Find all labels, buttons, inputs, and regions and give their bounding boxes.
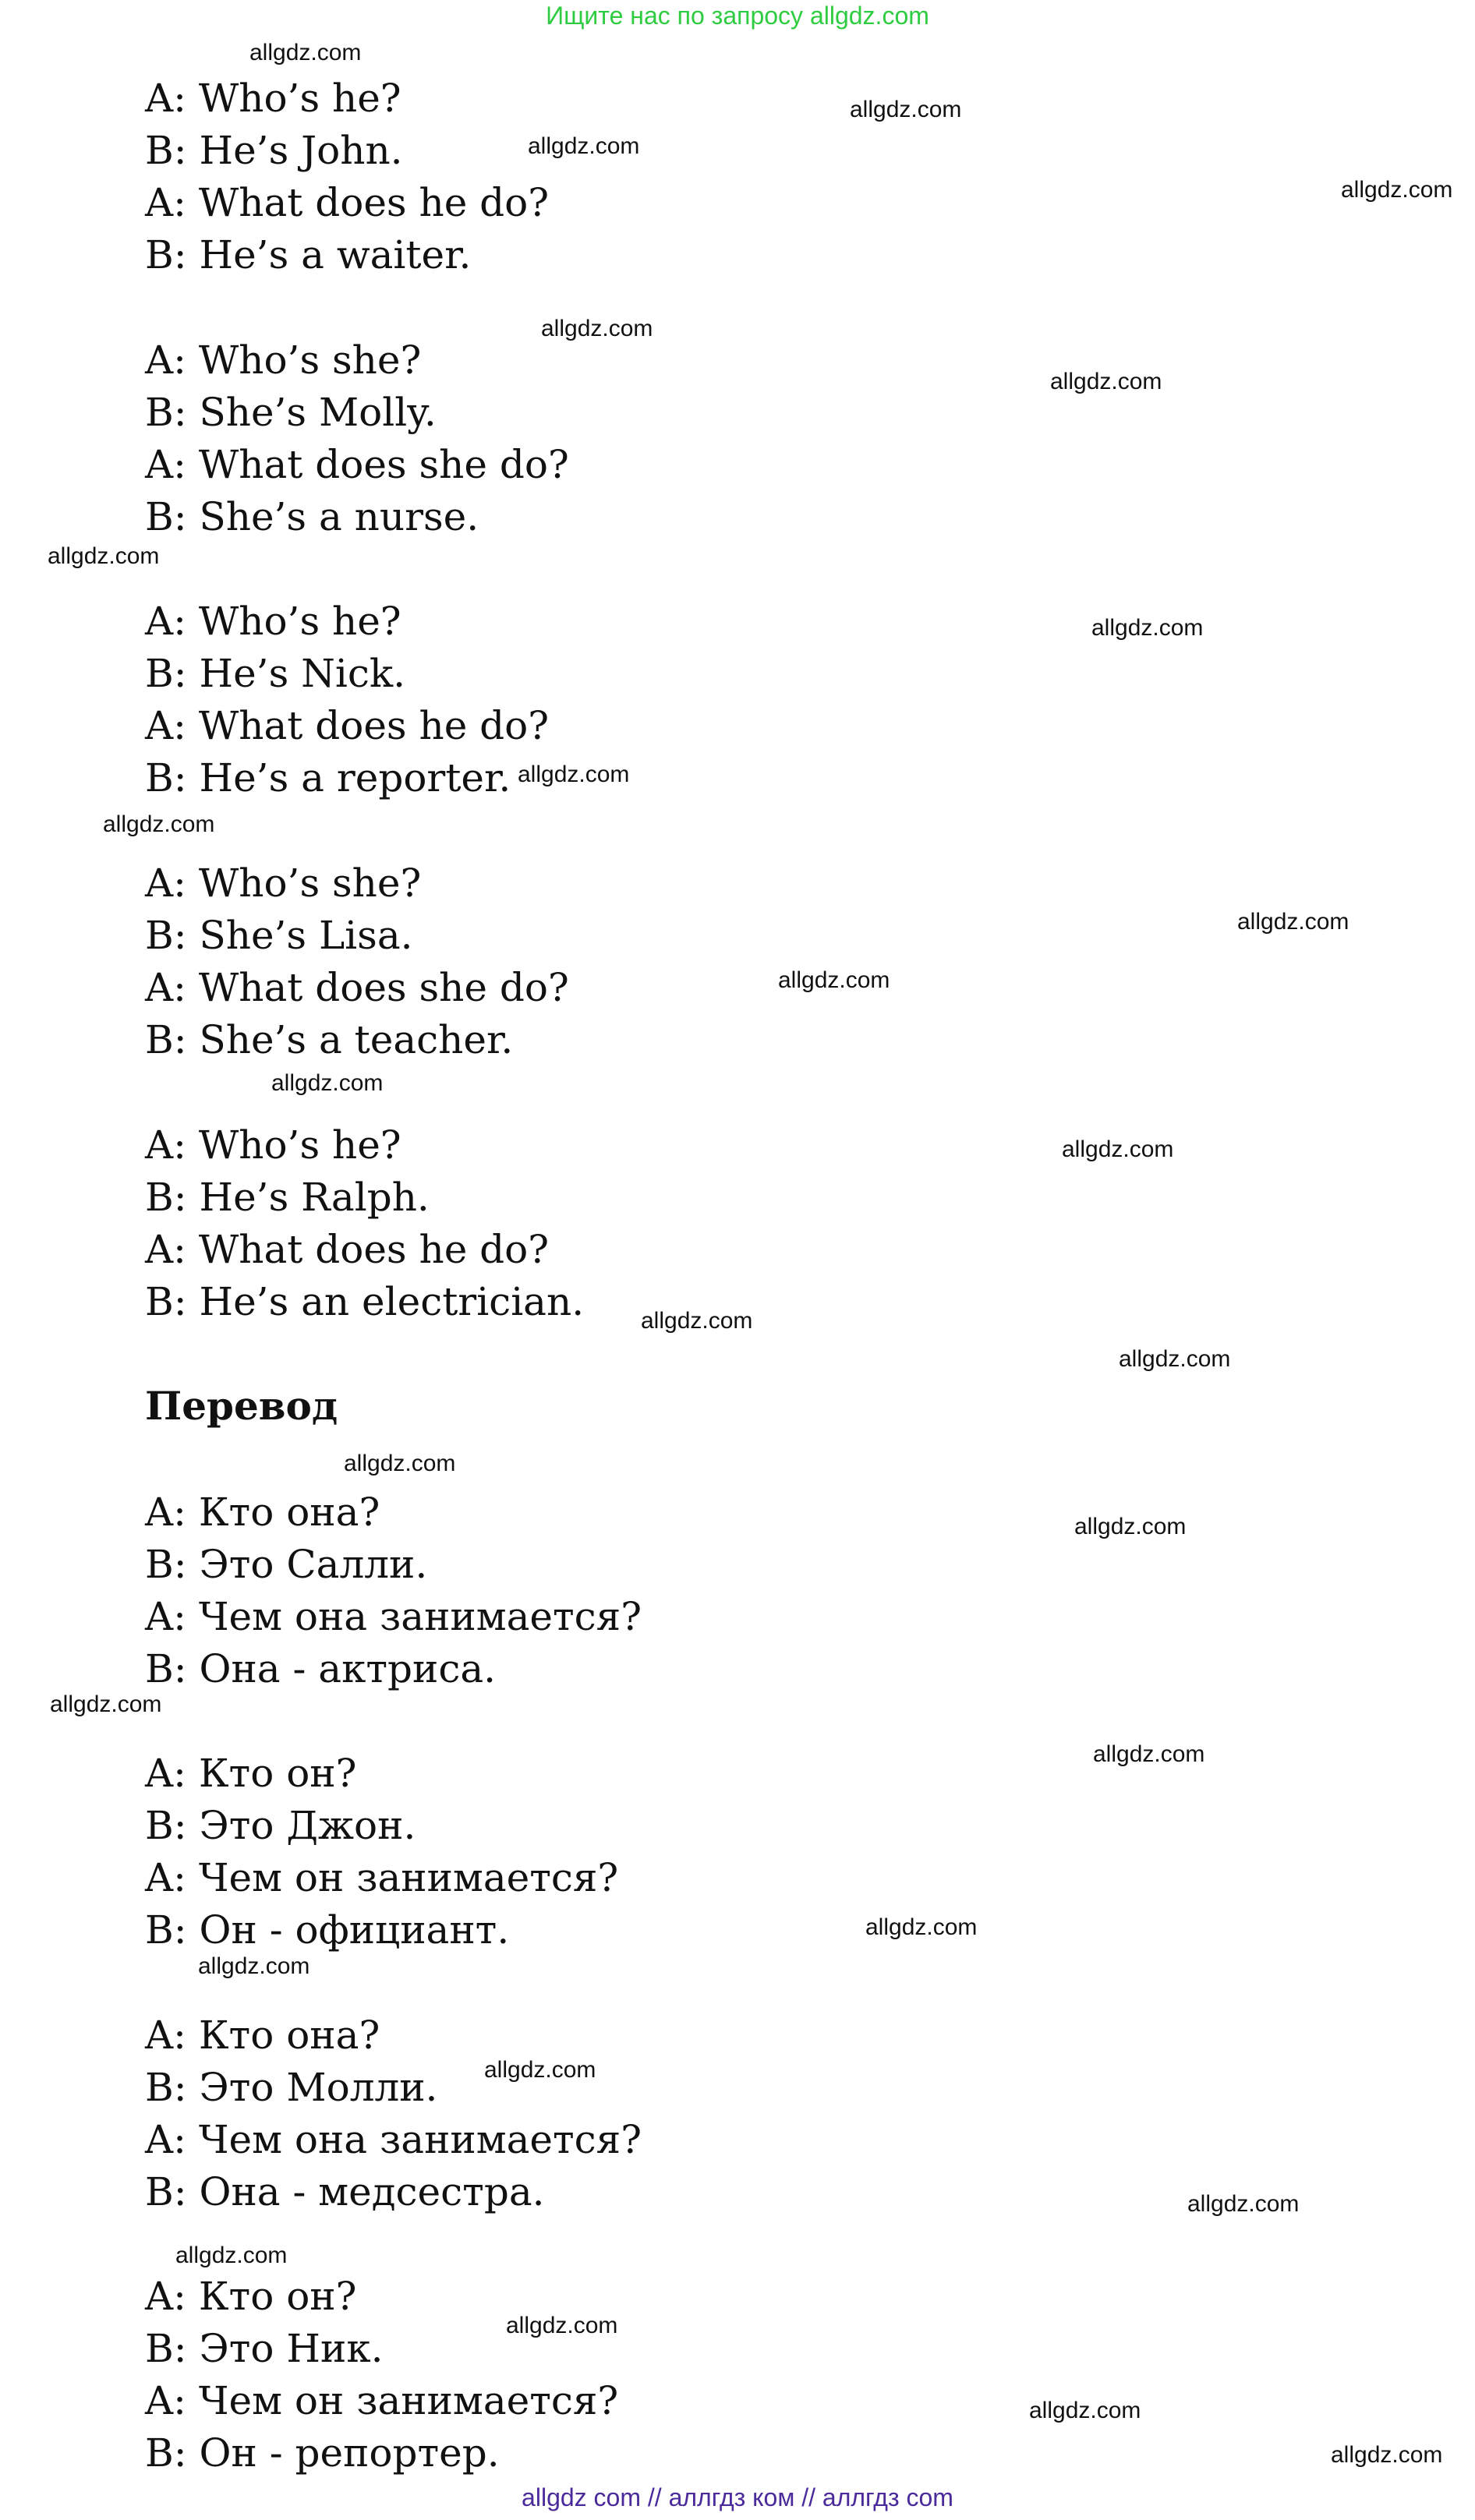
dialogue-line: A: What does he do? <box>145 180 550 225</box>
translation-line: A: Кто он? <box>145 1751 357 1796</box>
watermark: allgdz.com <box>518 762 630 787</box>
watermark: allgdz.com <box>850 97 962 122</box>
translation-line: A: Кто он? <box>145 2274 357 2319</box>
watermark: allgdz.com <box>506 2313 618 2338</box>
translation-line: B: Он - официант. <box>145 1907 510 1953</box>
watermark: allgdz.com <box>528 133 640 159</box>
watermark: allgdz.com <box>1331 2442 1443 2468</box>
watermark: allgdz.com <box>1029 2398 1141 2423</box>
watermark: allgdz.com <box>865 1914 978 1940</box>
translation-heading: Перевод <box>145 1383 338 1429</box>
dialogue-line: B: She’s Lisa. <box>145 913 413 958</box>
watermark: allgdz.com <box>175 2243 288 2268</box>
watermark: allgdz.com <box>1187 2191 1300 2217</box>
translation-line: A: Чем он занимается? <box>145 2378 619 2423</box>
watermark: allgdz.com <box>198 1953 310 1979</box>
translation-line: B: Это Молли. <box>145 2065 438 2110</box>
dialogue-line: B: He’s an electrician. <box>145 1279 585 1324</box>
translation-line: A: Кто она? <box>145 2013 380 2058</box>
dialogue-line: A: Who’s she? <box>145 861 422 906</box>
watermark: allgdz.com <box>1062 1136 1174 1162</box>
dialogue-line: A: What does he do? <box>145 703 550 748</box>
dialogue-line: A: Who’s he? <box>145 599 401 644</box>
watermark: allgdz.com <box>1093 1741 1205 1767</box>
dialogue-line: A: What does she do? <box>145 965 569 1010</box>
dialogue-line: A: What does she do? <box>145 442 569 487</box>
bottom-footer[interactable]: allgdz com // аллгдз ком // аллгдз com <box>522 2483 953 2511</box>
dialogue-line: B: He’s Ralph. <box>145 1175 430 1220</box>
dialogue-line: B: He’s a waiter. <box>145 232 472 277</box>
watermark: allgdz.com <box>484 2057 596 2083</box>
translation-line: A: Кто она? <box>145 1490 380 1535</box>
dialogue-line: B: He’s a reporter. <box>145 755 511 801</box>
watermark: allgdz.com <box>541 316 653 341</box>
dialogue-line: B: She’s a teacher. <box>145 1017 514 1062</box>
watermark: allgdz.com <box>1119 1346 1231 1372</box>
translation-line: B: Она - медсестра. <box>145 2169 545 2214</box>
dialogue-line: A: What does he do? <box>145 1227 550 1272</box>
watermark: allgdz.com <box>1074 1514 1187 1539</box>
dialogue-line: A: Who’s he? <box>145 76 401 121</box>
watermark: allgdz.com <box>641 1308 753 1334</box>
translation-line: A: Чем она занимается? <box>145 2117 642 2162</box>
translation-line: A: Чем она занимается? <box>145 1594 642 1639</box>
watermark: allgdz.com <box>1050 369 1162 394</box>
dialogue-line: B: She’s a nurse. <box>145 494 479 539</box>
watermark: allgdz.com <box>1237 909 1349 935</box>
translation-line: B: Это Ник. <box>145 2326 384 2371</box>
dialogue-line: B: He’s Nick. <box>145 651 406 696</box>
watermark: allgdz.com <box>1341 177 1453 203</box>
watermark: allgdz.com <box>249 40 362 65</box>
watermark: allgdz.com <box>1091 615 1204 641</box>
dialogue-line: A: Who’s he? <box>145 1122 401 1168</box>
top-banner[interactable]: Ищите нас по запросу allgdz.com <box>546 2 929 30</box>
watermark: allgdz.com <box>778 967 890 993</box>
watermark: allgdz.com <box>50 1691 162 1717</box>
watermark: allgdz.com <box>271 1070 384 1096</box>
translation-line: A: Чем он занимается? <box>145 1855 619 1900</box>
dialogue-line: B: He’s John. <box>145 128 403 173</box>
translation-line: B: Это Салли. <box>145 1542 428 1587</box>
dialogue-line: B: She’s Molly. <box>145 390 437 435</box>
watermark: allgdz.com <box>344 1451 456 1476</box>
dialogue-line: A: Who’s she? <box>145 338 422 383</box>
watermark: allgdz.com <box>103 811 215 837</box>
translation-line: B: Он - репортер. <box>145 2430 500 2476</box>
watermark: allgdz.com <box>48 543 160 569</box>
translation-line: B: Она - актриса. <box>145 1646 497 1691</box>
translation-line: B: Это Джон. <box>145 1803 416 1848</box>
